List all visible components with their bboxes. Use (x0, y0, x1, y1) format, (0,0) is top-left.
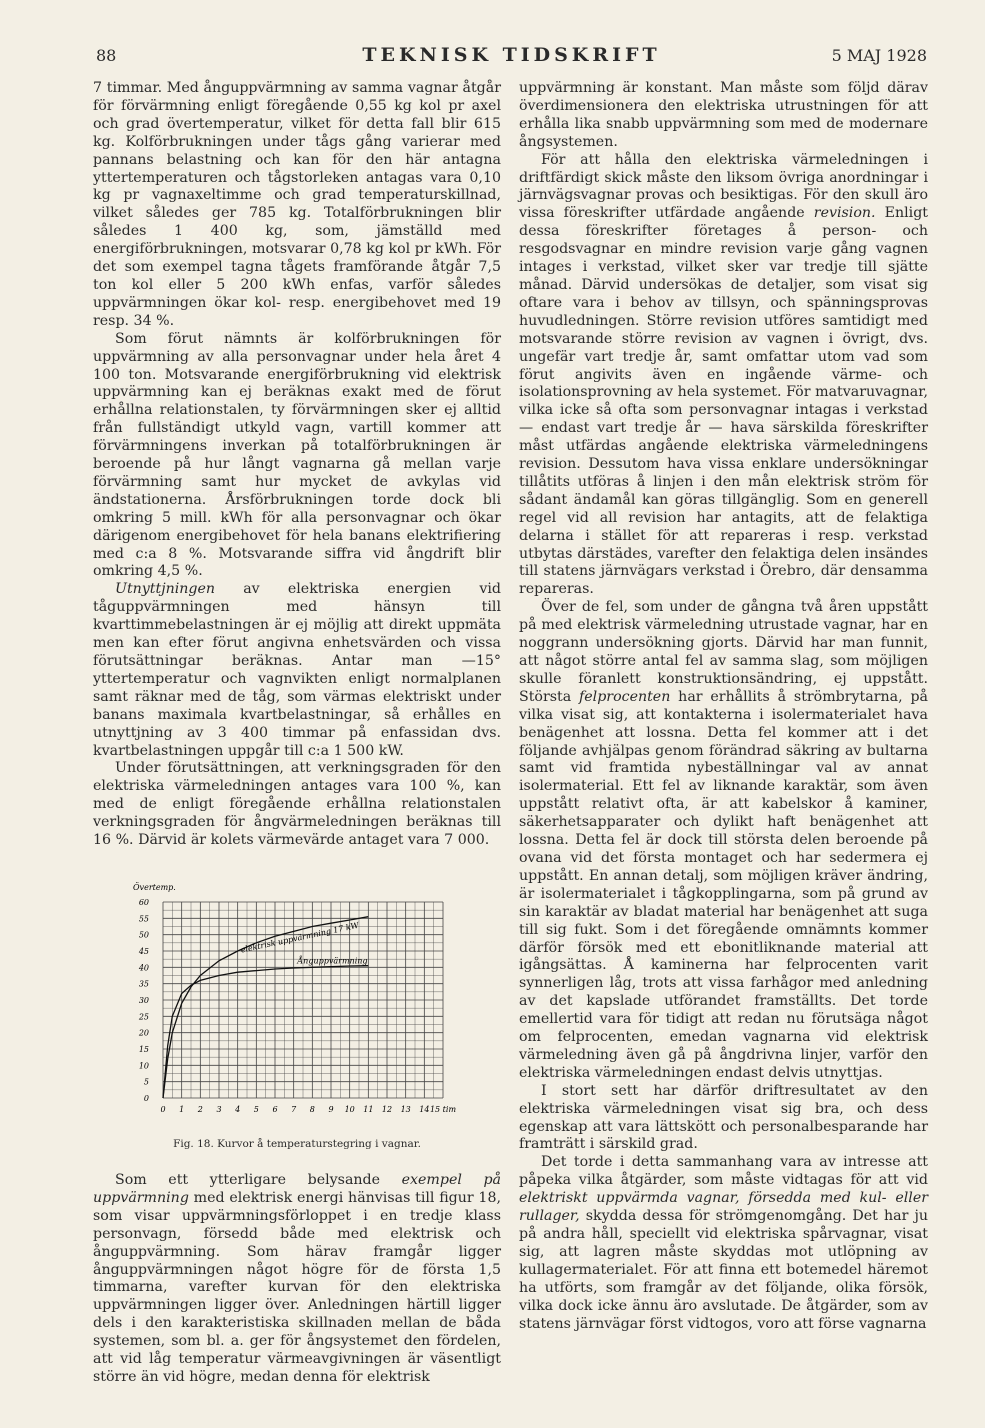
figure-18 (93, 862, 501, 1162)
x-tick-label: 12 (381, 1104, 393, 1114)
y-tick-label: 40 (138, 963, 149, 973)
x-tick-label: 7 (291, 1104, 297, 1114)
page-header (96, 44, 927, 72)
x-tick-label: 4 (235, 1104, 241, 1114)
left-column (93, 80, 501, 1387)
right-column (519, 80, 928, 1333)
paragraph: För att hålla den elektriska värmeledningen i driftfärdigt skick måste den liksom övriga anordningar i järnvägsvagnar provas och besiktigas. För den skull äro vissa föreskrifter utfärdade angående revision. Enligt dessa föreskrifter företages å person- och resgodsvagnar en mindre revision varje gång vagnen intages i verkstad, vilket sker var tredje till sjätte månad. Därvid undersökas de detaljer, som visat sig oftare vara i behov av tillsyn, och spänningsprovas huvudledningen. Större revision utföres samtidigt med motsvarande större revision av vagnen i övrigt, dvs. ungefär vart tredje år, samt omfattar utom vad som förut angivits även en ingående värme- och isolationsprovning av hela systemet. För matvaruvagnar, vilka icke så ofta som personvagnar intagas i verkstad — endast vart tredje år — hava särskilda föreskrifter måst utfärdas angående elektriska värmeledningens revision. Dessutom hava vissa enklare undersökningar tillåtits utföras å linjen i den mån elektrisk ström för sådant ändamål kan göras tillgänglig. Som en generell regel vid all revision har antagits, att de felaktiga delarna i stället för att repareras i resp. verkstad utbytas därstädes, varefter den felaktiga delen insändes till statens järnvägars verkstad i Örebro, där densamma repareras. (519, 151, 928, 598)
x-tick-label: 13 (400, 1104, 411, 1114)
y-tick-label: 20 (138, 1028, 149, 1038)
paragraph: Som förut nämnts är kolförbrukningen för uppvärmning av alla personvagnar under hela året 4 100 ton. Motsvarande energiförbrukning vid elektrisk uppvärmning kan ej beräknas exakt med de förut erhållna relationstalen, ty förvärmningen sker ej alltid från fullständigt utkyld vagn, vartill kommer att förvärmningens inverkan på totalförbrukningen är beroende på hur långt vagnarna gå mellan varje förvärmning samt hur mycket de avkylas vid ändstationerna. Årsförbrukningen torde dock bli omkring 5 mill. kWh för alla personvagnar och ökar därigenom energibehovet för hela banans elektrifiering med c:a 8 %. Motsvarande siffra vid ångdrift blir omkring 4,5 %. (93, 330, 501, 580)
paragraph: uppvärmning är konstant. Man måste som följd därav överdimensionera den elektriska utrustningen för att erhålla lika snabb uppvärmning som med de modernare ångsystemen. (519, 80, 928, 150)
y-tick-label: 45 (138, 946, 149, 956)
emphasis: revision. (813, 205, 876, 222)
paragraph: Utnyttjningen av elektriska energien vid tåguppvärmningen med hänsyn till kvarttimmebelastningen är ej möjlig att direkt uppmäta men kan efter förut angivna enhetsvärden och vissa förutsättningar beräknas. Antar man —15° yttertemperatur och vagnvikten enligt normalplanen samt räknar med de tåg, som värmas elektriskt under banans maximala kvartbelastningar, så erhålles en utnyttjning av 3 400 timmar på enfassidan dvs. kvartbelastningen uppgår till c:a 1 500 kW. (93, 581, 501, 759)
x-tick-label: 2 (197, 1104, 203, 1114)
paragraph: 7 timmar. Med ånguppvärmning av samma vagnar åtgår för förvärmning enligt föregående 0,55 kg kol pr axel och grad övertemperatur, vilket för detta fall blir 615 kg. Kolförbrukningen under tågs gång varierar med pannans belastning och kan för den här antagna yttertemperaturen och tågstorleken antagas vara 0,10 kg pr vagnaxeltimme och grad temperaturskillnad, vilket således ger 785 kg. Totalförbrukningen blir således 1 400 kg, som, jämställd med energiförbrukningen, motsvarar 0,78 kg kol pr kWh. För det som exempel tagna tågets framförande åtgår 7,5 ton kol eller 5 200 kWh enfas, varför således uppvärmningen ökar kol- resp. energibehovet med 19 resp. 34 %. (93, 80, 501, 329)
emphasis: exempel på uppvärmning (93, 1171, 502, 1206)
page-number: 88 (96, 46, 117, 65)
paragraph: Det torde i detta sammanhang vara av intresse att påpeka vilka åtgärder, som måste vidtagas för att vid elektriskt uppvärmda vagnar, försedda med kul- eller rullager, skydda dessa för strömgenomgång. Det har ju på andra håll, speciellt vid elektriska spårvagnar, visat sig, att lagren måste skyddas mot utlöpning av kullagermaterialet. För att finna ett botemedel häremot ha utförts, som framgår av det följande, olika försök, vilka dock icke ännu äro avslutade. De åtgärder, som av statens järnvägar först vidtogos, voro att förse vagnarna (519, 1154, 928, 1332)
x-tick-label: 3 (216, 1104, 222, 1114)
series-label-electric: elektrisk uppvärmning 17 kW (239, 920, 360, 955)
paragraph: Som ett ytterligare belysande exempel på uppvärmning med elektrisk energi hänvisas till figur 18, som visar uppvärmningsförloppet i en tredje klass personvagn, försedd både med elektrisk och ånguppvärmning. Som härav framgår ligger ånguppvärmningen något högre för de första 1,5 timmarna, varefter kurvan för den elektriska uppvärmningen ligger över. Anledningen härtill ligger dels i den karakteristiska skillnaden mellan de båda systemen, som bl. a. ger för ångsystemet den fördelen, att vid låg temperatur värmeavgivningen är väsentligt större än vid högre, medan denna för elektrisk (93, 1171, 502, 1385)
paragraph: Över de fel, som under de gångna två åren uppstått på med elektrisk värmeledning utrustade vagnar, har en noggrann undersökning gjorts. Därvid har man funnit, att något större antal fel av samma slag, som möjligen skulle föranlett konstruktionsändring, ej uppstått. Största felprocenten har erhållits å strömbrytarna, på vilka visat sig, att kontakterna i isolermaterialet hava benägenhet att lossna. Detta fel kommer att i det följande avhjälpas genom förändrad säkring av bultarna samt vid framtida nybeställningar val av annat isolermaterial. Ett fel av liknande karaktär, som även uppstått relativt ofta, är att kabelskor å kaminer, säkerhetsapparater och dylikt haft benägenhet att lossna. Detta fel är dock till största delen beroende på ovana vid det första montaget och har sedermera ej uppstått. En annan detalj, som möjligen kräver ändring, är isolermaterialet i tågkopplingarna, som på grund av sin karaktär av bladat material har benägenhet att suga till sig fukt. Som i det föregående omnämnts kommer därför försök med ett ebonitliknande material att igångsättas. Å kaminerna har felprocenten varit synnerligen låg, trots att vissa farhågor med anledning av det kapslade utförandet framställts. Det torde emellertid vara för tidigt att redan nu förutsäga något om felprocenten, emedan vagnarna vid elektrisk värmeledning även gå på ångdrivna linjer, varför den elektriska värmeledningen endast delvis utnyttjas. (519, 599, 928, 1081)
temperature-chart (93, 862, 501, 1132)
series-label-steam: Ånguppvärmning (297, 956, 368, 966)
emphasis: felprocenten (579, 688, 671, 705)
y-tick-label: 50 (138, 930, 149, 940)
y-axis-title: Övertemp. (133, 882, 176, 892)
y-tick-label: 30 (138, 995, 149, 1005)
paragraph: I stort sett har därför driftresultatet av den elektriska värmeledningen visat sig bra, och dess egenskap att vara lättskött och personalbesparande har framträtt i särskild grad. (519, 1082, 928, 1153)
paragraph: Under förutsättningen, att verkningsgraden för den elektriska värmeledningen antages vara 100 %, kan med de enligt föregående erhållna relationstalen verkningsgraden för ångvärmeledningen beräknas till 16 %. Därvid är kolets värmevärde antaget vara 7 000. (93, 760, 501, 849)
figure-caption: Fig. 18. Kurvor å temperaturstegring i vagnar. (173, 1137, 421, 1150)
issue-date: 5 MAJ 1928 (831, 46, 927, 65)
x-tick-label: 9 (328, 1104, 334, 1114)
x-tick-label: 8 (309, 1104, 315, 1114)
y-tick-label: 35 (138, 979, 149, 989)
y-tick-label: 5 (143, 1077, 149, 1087)
y-tick-label: 60 (138, 897, 149, 907)
x-tick-label: 14 (419, 1104, 430, 1114)
x-tick-label: 10 (344, 1104, 355, 1114)
x-tick-label: 1 (179, 1104, 185, 1114)
emphasis: elektriskt uppvärmda vagnar, försedda med kul- eller rullager, (519, 1190, 928, 1225)
y-tick-label: 25 (138, 1012, 149, 1022)
x-tick-label: 5 (253, 1104, 259, 1114)
y-tick-label: 0 (143, 1093, 149, 1103)
x-tick-label: 15 tim (429, 1104, 457, 1114)
journal-title: TEKNISK TIDSKRIFT (362, 44, 661, 66)
x-tick-label: 0 (160, 1104, 166, 1114)
x-tick-label: 11 (363, 1104, 374, 1114)
y-tick-label: 15 (138, 1044, 149, 1054)
emphasis: Utnyttjningen (115, 581, 216, 598)
x-tick-label: 6 (272, 1104, 278, 1114)
y-tick-label: 10 (138, 1061, 149, 1071)
y-tick-label: 55 (138, 914, 149, 924)
